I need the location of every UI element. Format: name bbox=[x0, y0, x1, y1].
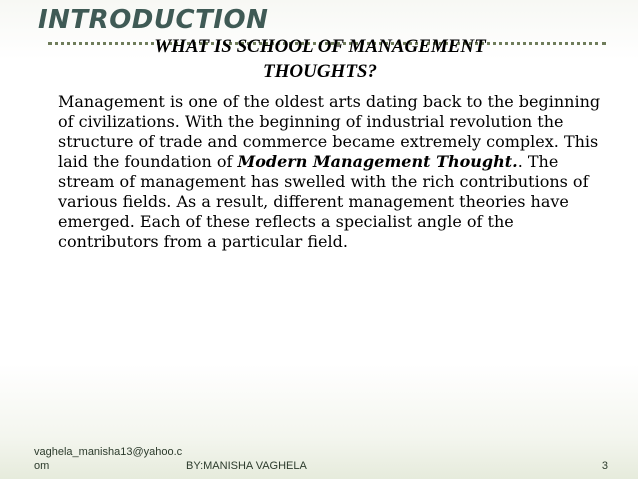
body-emphasis: Modern Management Thought. bbox=[237, 152, 518, 171]
page-number: 3 bbox=[601, 460, 608, 472]
body-paragraph bbox=[58, 92, 618, 252]
body-text-intro: Management is one of the oldest arts dating back to the beginning of civilizations. With the beginning of industrial revolution the structure of trade and commerce became extremely complex. This laid the foundation of bbox=[58, 92, 601, 171]
footer-email: vaghela_manisha13@yahoo.com bbox=[34, 446, 183, 472]
slide-title: INTRODUCTION bbox=[38, 5, 269, 35]
slide-subtitle: WHAT IS SCHOOL OF MANAGEMENT THOUGHTS? bbox=[154, 36, 486, 82]
body-text-rest: . The stream of management has swelled with the rich contributions of various fields. As a result, different management theories have emerged. Each of these reflects a specialist angle of the contributors from a particular field. bbox=[58, 152, 589, 251]
footer-author: BY:MANISHA VAGHELA bbox=[186, 460, 307, 472]
